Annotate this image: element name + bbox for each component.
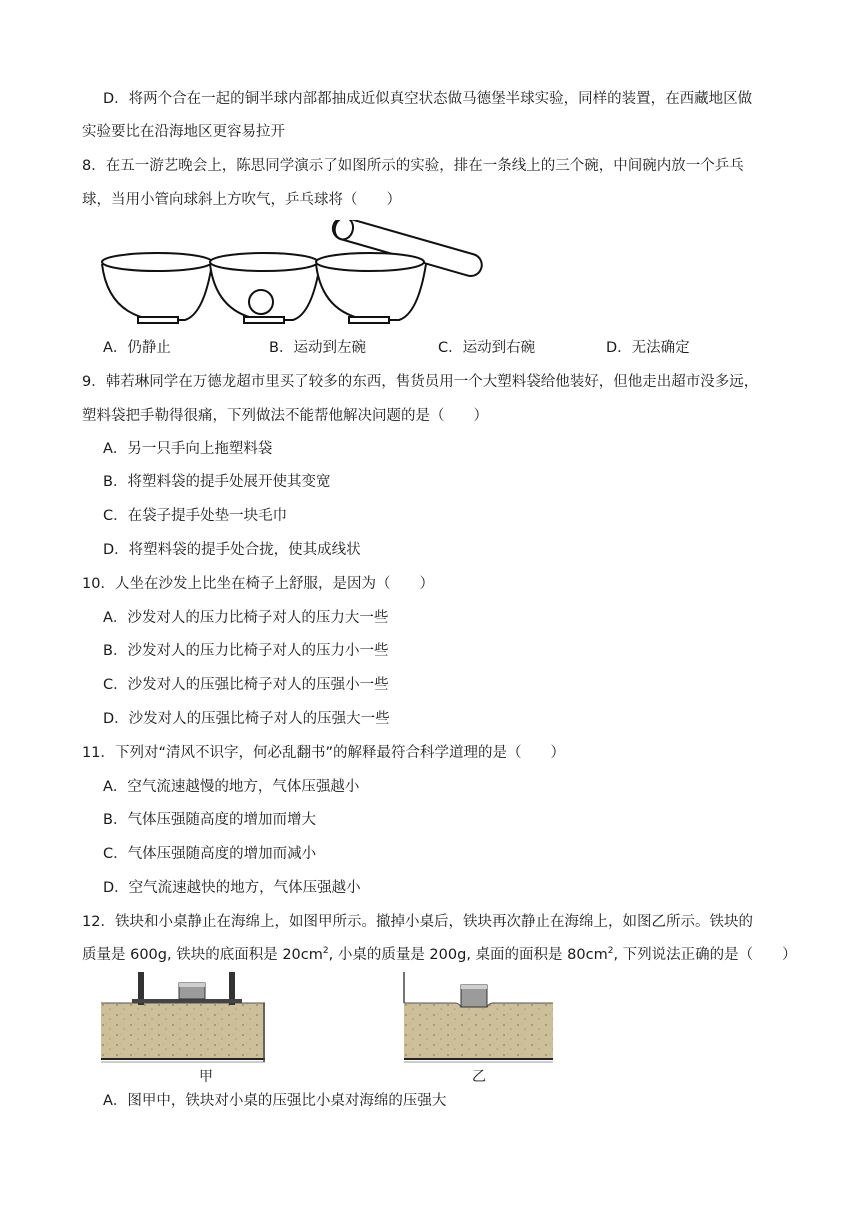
- q9-option-b: B．将塑料袋的提手处展开使其变宽: [103, 474, 331, 490]
- q8-option-c: C．运动到右碗: [438, 340, 536, 356]
- left-bowl: [102, 253, 212, 323]
- q11-stem: 11．下列对“清风不识字，何必乱翻书”的解释最符合科学道理的是（ ）: [82, 745, 565, 761]
- q8-bowls-figure: [98, 220, 488, 326]
- middle-bowl: [210, 253, 320, 323]
- q8-option-a: A．仍静止: [103, 340, 171, 356]
- q9-option-d: D．将塑料袋的提手处合拢，使其成线状: [103, 542, 361, 558]
- q9-option-c: C．在袋子提手处垫一块毛巾: [103, 508, 288, 524]
- sponge: [101, 1003, 265, 1059]
- q8-option-d: D．无法确定: [606, 340, 690, 356]
- q11-option-d: D．空气流速越快的地方，气体压强越小: [103, 880, 361, 896]
- q10-stem: 10．人坐在沙发上比坐在椅子上舒服，是因为（ ）: [82, 576, 434, 592]
- sponge: [404, 1003, 553, 1059]
- q10-option-a: A．沙发对人的压力比椅子对人的压力大一些: [103, 610, 389, 626]
- q8-option-b: B．运动到左碗: [269, 340, 366, 356]
- q11-option-b: B．气体压强随高度的增加而增大: [103, 812, 316, 828]
- q12-figure-jia-label: 甲: [199, 1069, 213, 1085]
- q10-option-c: C．沙发对人的压强比椅子对人的压强小一些: [103, 677, 389, 693]
- q11-option-a: A．空气流速越慢的地方，气体压强越小: [103, 779, 360, 795]
- table-top: [132, 999, 242, 1003]
- q8-stem-line1: 8．在五一游艺晚会上，陈思同学演示了如图所示的实验，排在一条线上的三个碗，中间碗内放一个乒乓: [82, 158, 744, 174]
- q9-stem-line1: 9．韩若琳同学在万德龙超市里买了较多的东西，售货员用一个大塑料袋给他装好，但他走出超市没多远，: [82, 374, 759, 390]
- q8-stem-line2: 球，当用小管向球斜上方吹气，乒乓球将（ ）: [82, 192, 401, 208]
- q12-stem-line1: 12．铁块和小桌静止在海绵上，如图甲所示。撤掉小桌后，铁块再次静止在海绵上，如图乙所示。铁块的: [82, 914, 753, 930]
- q12-option-a: A．图甲中，铁块对小桌的压强比小桌对海绵的压强大: [103, 1093, 447, 1109]
- q12-figure-yi: [403, 972, 555, 1066]
- q9-stem-line2: 塑料袋把手勒得很痛，下列做法不能帮他解决问题的是（ ）: [82, 408, 488, 424]
- q9-option-a: A．另一只手向上拖塑料袋: [103, 441, 273, 457]
- q12-stem-line2: 质量是 600g, 铁块的底面积是 $20cm^2$, 小桌的质量是 200g, 桌面的面积是 $80cm^2$, 下列说法正确的是（ ）: [82, 946, 797, 963]
- q12-figure-yi-label: 乙: [472, 1069, 486, 1085]
- right-bowl: [316, 253, 426, 323]
- q7-option-d-line1: D．将两个合在一起的铜半球内部都抽成近似真空状态做马德堡半球实验，同样的装置，在西藏地区做: [103, 91, 753, 107]
- q12-figure-jia: [100, 972, 268, 1066]
- q11-option-c: C．气体压强随高度的增加而减小: [103, 846, 317, 862]
- q10-option-b: B．沙发对人的压力比椅子对人的压力小一些: [103, 643, 389, 659]
- q10-option-d: D．沙发对人的压强比椅子对人的压强大一些: [103, 711, 390, 727]
- q7-option-d-line2: 实验要比在沿海地区更容易拉开: [82, 124, 285, 140]
- ping-pong-ball: [249, 290, 273, 314]
